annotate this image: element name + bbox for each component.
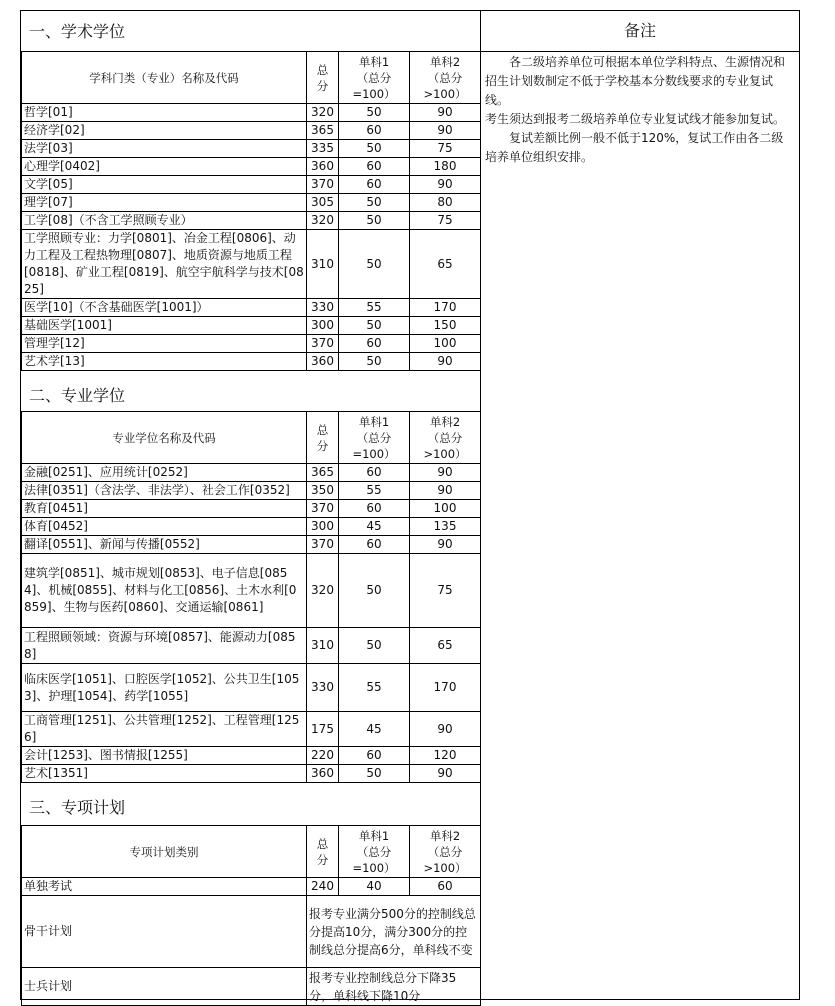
- cell-name: 金融[0251]、应用统计[0252]: [22, 464, 307, 482]
- cell-single2: 135: [410, 518, 481, 536]
- cell-single2: 170: [410, 299, 481, 317]
- cell-single1: 55: [339, 664, 410, 712]
- remarks-body: [481, 53, 799, 167]
- cell-single1: 50: [339, 628, 410, 664]
- cell-total: 365: [307, 464, 339, 482]
- cell-single1: 60: [339, 176, 410, 194]
- table-row: [22, 158, 481, 176]
- cell-name: 单独考试: [22, 878, 307, 896]
- cell-total: 175: [307, 712, 339, 747]
- header-single2: 单科2 （总分 >100）: [410, 412, 481, 464]
- cell-name: 骨干计划: [22, 896, 307, 968]
- cell-single1: 50: [339, 212, 410, 230]
- section-title-professional: 二、专业学位: [29, 386, 126, 405]
- cell-single1: 50: [339, 194, 410, 212]
- cell-single1: 45: [339, 518, 410, 536]
- cell-single1: 60: [339, 536, 410, 554]
- cell-name: 体育[0452]: [22, 518, 307, 536]
- table-row: [22, 230, 481, 299]
- header-name: 专项计划类别: [22, 826, 307, 878]
- cell-name: 工学照顾专业：力学[0801]、冶金工程[0806]、动力工程及工程热物理[0807]、地质资源与地质工程[0818]、矿业工程[0819]、航空宇航科学与技术[0825]: [22, 230, 307, 299]
- cell-name: 建筑学[0851]、城市规划[0853]、电子信息[0854]、机械[0855]、材料与化工[0856]、土木水利[0859]、生物与医药[0860]、交通运输[0861]: [22, 554, 307, 628]
- cell-name: 工程照顾领域：资源与环境[0857]、能源动力[0858]: [22, 628, 307, 664]
- cell-single2: 180: [410, 158, 481, 176]
- table-row: [22, 500, 481, 518]
- score-tables-column: [21, 11, 480, 1003]
- table-row: [22, 176, 481, 194]
- cell-single2: 120: [410, 747, 481, 765]
- cell-single1: 60: [339, 122, 410, 140]
- cell-total: 320: [307, 212, 339, 230]
- cell-single2: 75: [410, 212, 481, 230]
- section-title-academic: 一、学术学位: [29, 22, 126, 41]
- table-row: [22, 335, 481, 353]
- table-row: [22, 878, 481, 896]
- cell-name: 经济学[02]: [22, 122, 307, 140]
- cell-single2: 75: [410, 554, 481, 628]
- score-sheet: [20, 10, 800, 1003]
- cell-total: 360: [307, 158, 339, 176]
- cell-single2: 90: [410, 712, 481, 747]
- cell-single1: 60: [339, 158, 410, 176]
- cell-name: 哲学[01]: [22, 104, 307, 122]
- header-single1: 单科1 （总分 =100）: [339, 52, 410, 104]
- cell-single1: 50: [339, 317, 410, 335]
- cell-single2: 90: [410, 353, 481, 371]
- cell-single1: 60: [339, 747, 410, 765]
- cell-total: 310: [307, 230, 339, 299]
- cell-total: 370: [307, 176, 339, 194]
- cell-name: 艺术学[13]: [22, 353, 307, 371]
- cell-total: 370: [307, 536, 339, 554]
- table-header-row: [22, 412, 481, 464]
- remarks-column: [480, 11, 799, 999]
- cell-total: 365: [307, 122, 339, 140]
- cell-single1: 50: [339, 554, 410, 628]
- table-row: [22, 104, 481, 122]
- table-row: [22, 194, 481, 212]
- cell-single1: 55: [339, 482, 410, 500]
- cell-name: 士兵计划: [22, 968, 307, 1006]
- cell-single2: 90: [410, 104, 481, 122]
- cell-single1: 50: [339, 353, 410, 371]
- header-total: 总 分: [307, 826, 339, 878]
- table-row: [22, 140, 481, 158]
- header-single2: 单科2 （总分 >100）: [410, 52, 481, 104]
- cell-name: 法学[03]: [22, 140, 307, 158]
- cell-note: 报考专业满分500分的控制线总分提高10分，满分300分的控制线总分提高6分，单科线不变: [307, 896, 481, 968]
- cell-single1: 60: [339, 464, 410, 482]
- header-single1: 单科1 （总分 =100）: [339, 826, 410, 878]
- cell-total: 360: [307, 765, 339, 783]
- table-row: [22, 212, 481, 230]
- cell-single1: 55: [339, 299, 410, 317]
- remarks-title: 备注: [481, 11, 799, 52]
- table-row: [22, 765, 481, 783]
- cell-single1: 50: [339, 140, 410, 158]
- cell-single2: 90: [410, 176, 481, 194]
- cell-total: 240: [307, 878, 339, 896]
- table-row: [22, 628, 481, 664]
- cell-note: 报考专业控制线总分下降35分，单科线下降10分: [307, 968, 481, 1006]
- header-single1: 单科1 （总分 =100）: [339, 412, 410, 464]
- cell-total: 370: [307, 500, 339, 518]
- cell-single2: 90: [410, 122, 481, 140]
- cell-name: 法律[0351]（含法学、非法学）、社会工作[0352]: [22, 482, 307, 500]
- cell-single2: 100: [410, 500, 481, 518]
- cell-name: 理学[07]: [22, 194, 307, 212]
- cell-single1: 60: [339, 500, 410, 518]
- cell-total: 305: [307, 194, 339, 212]
- table-row: [22, 747, 481, 765]
- table-header-row: [22, 826, 481, 878]
- cell-single2: 90: [410, 765, 481, 783]
- cell-single2: 75: [410, 140, 481, 158]
- header-name: 专业学位名称及代码: [22, 412, 307, 464]
- cell-total: 370: [307, 335, 339, 353]
- table-row: [22, 536, 481, 554]
- cell-total: 300: [307, 317, 339, 335]
- cell-name: 心理学[0402]: [22, 158, 307, 176]
- cell-total: 300: [307, 518, 339, 536]
- cell-single2: 65: [410, 230, 481, 299]
- cell-name: 基础医学[1001]: [22, 317, 307, 335]
- header-single2: 单科2 （总分 >100）: [410, 826, 481, 878]
- cell-single2: 90: [410, 536, 481, 554]
- cell-total: 335: [307, 140, 339, 158]
- cell-name: 教育[0451]: [22, 500, 307, 518]
- remark-paragraph: 考生须达到报考二级培养单位专业复试线才能参加复试。: [485, 112, 786, 126]
- cell-name: 工商管理[1251]、公共管理[1252]、工程管理[1256]: [22, 712, 307, 747]
- cell-single2: 90: [410, 464, 481, 482]
- cell-single1: 45: [339, 712, 410, 747]
- cell-single2: 90: [410, 482, 481, 500]
- special-plan-table: [21, 825, 481, 1006]
- cell-total: 330: [307, 664, 339, 712]
- cell-total: 320: [307, 104, 339, 122]
- header-total: 总 分: [307, 52, 339, 104]
- cell-single1: 60: [339, 335, 410, 353]
- cell-name: 会计[1253]、图书情报[1255]: [22, 747, 307, 765]
- table-row: [22, 482, 481, 500]
- table-row: [22, 712, 481, 747]
- cell-total: 330: [307, 299, 339, 317]
- cell-name: 艺术[1351]: [22, 765, 307, 783]
- cell-name: 文学[05]: [22, 176, 307, 194]
- section-title-special: 三、专项计划: [29, 798, 126, 817]
- remark-paragraph: 复试差额比例一般不低于120%，复试工作由各二级培养单位组织安排。: [485, 131, 784, 164]
- cell-total: 360: [307, 353, 339, 371]
- academic-degree-table: [21, 51, 481, 371]
- cell-single1: 50: [339, 230, 410, 299]
- cell-single2: 170: [410, 664, 481, 712]
- cell-name: 临床医学[1051]、口腔医学[1052]、公共卫生[1053]、护理[1054]、药学[1055]: [22, 664, 307, 712]
- cell-single1: 50: [339, 104, 410, 122]
- table-row: [22, 554, 481, 628]
- table-row: [22, 299, 481, 317]
- cell-single2: 80: [410, 194, 481, 212]
- cell-single1: 50: [339, 765, 410, 783]
- table-row: [22, 317, 481, 335]
- table-row: [22, 896, 481, 968]
- cell-total: 220: [307, 747, 339, 765]
- cell-name: 管理学[12]: [22, 335, 307, 353]
- table-row: [22, 664, 481, 712]
- header-name: 学科门类（专业）名称及代码: [22, 52, 307, 104]
- remark-paragraph: 各二级培养单位可根据本单位学科特点、生源情况和招生计划数制定不低于学校基本分数线要求的专业复试线。: [485, 55, 786, 107]
- cell-total: 320: [307, 554, 339, 628]
- table-row: [22, 122, 481, 140]
- cell-single2: 60: [410, 878, 481, 896]
- table-header-row: [22, 52, 481, 104]
- table-row: [22, 518, 481, 536]
- header-total: 总 分: [307, 412, 339, 464]
- cell-single2: 100: [410, 335, 481, 353]
- table-row: [22, 353, 481, 371]
- cell-total: 310: [307, 628, 339, 664]
- cell-name: 医学[10]（不含基础医学[1001]）: [22, 299, 307, 317]
- cell-single2: 150: [410, 317, 481, 335]
- cell-single2: 65: [410, 628, 481, 664]
- cell-name: 翻译[0551]、新闻与传播[0552]: [22, 536, 307, 554]
- professional-degree-table: [21, 411, 481, 783]
- cell-name: 工学[08]（不含工学照顾专业）: [22, 212, 307, 230]
- cell-total: 350: [307, 482, 339, 500]
- cell-single1: 40: [339, 878, 410, 896]
- table-row: [22, 464, 481, 482]
